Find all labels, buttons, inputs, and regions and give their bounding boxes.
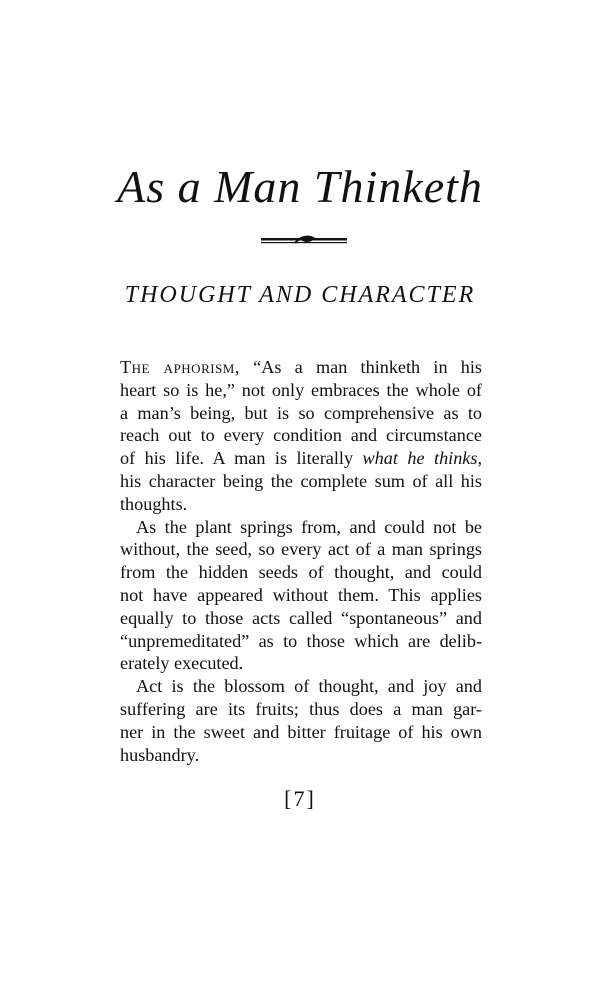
line-text: “As a man thinketh in his [239,357,483,377]
text-line [120,516,482,539]
line-text: Act is the blossom of thought, and joy and [136,676,482,697]
text-line [120,493,482,516]
text-line [120,402,482,425]
text-line [120,379,482,402]
paragraph [120,356,482,516]
line-text: reach out to every condition and circumstance [120,425,482,446]
line-text: without, the seed, so every act of a man springs [120,539,482,560]
line-text: equally to those acts called “spontaneous” and [120,607,482,628]
line-text: a man’s being, but is so comprehensive as to [120,402,482,423]
text-line [120,561,482,584]
line-text: heart so is he,” not only embraces the whole of [120,379,482,400]
line-text: As the plant springs from, and could not be [136,516,482,537]
line-text: ner in the sweet and bitter fruitage of his own [120,721,482,742]
line-text: from the hidden seeds of thought, and could [120,562,482,583]
line-text: suffering are its fruits; thus does a man gar- [120,698,482,719]
line-text: his character being the complete sum of all his [120,470,482,491]
text-line [120,607,482,630]
paragraph [120,516,482,676]
text-line [120,698,482,721]
text-line [120,470,482,493]
book-title: As a Man Thinketh [117,161,483,212]
body-text [120,356,482,766]
text-line [120,630,482,653]
line-text: of his life. A man is literally [120,448,363,469]
line-text: husbandry. [120,744,200,765]
decorative-rule-ornament-icon [261,234,347,246]
text-line [120,652,482,675]
text-line [120,744,482,767]
text-line [120,424,482,447]
text-line [120,584,482,607]
text-line [120,675,482,698]
line-text: erately executed. [120,653,244,674]
line-text: not have appeared without them. This applies [120,584,482,605]
page-number: [7] [284,786,316,811]
line-text: “unpremeditated” as to those which are delib- [120,630,482,651]
chapter-heading: THOUGHT AND CHARACTER [124,282,476,308]
line-text: thoughts. [120,493,188,514]
text-line [120,538,482,561]
italic-emphasis: what he thinks, [362,448,483,469]
text-line [120,447,482,470]
text-line [120,721,482,744]
paragraph [120,675,482,766]
small-caps-lead: The aphorism, [120,357,240,377]
text-line [120,356,482,379]
